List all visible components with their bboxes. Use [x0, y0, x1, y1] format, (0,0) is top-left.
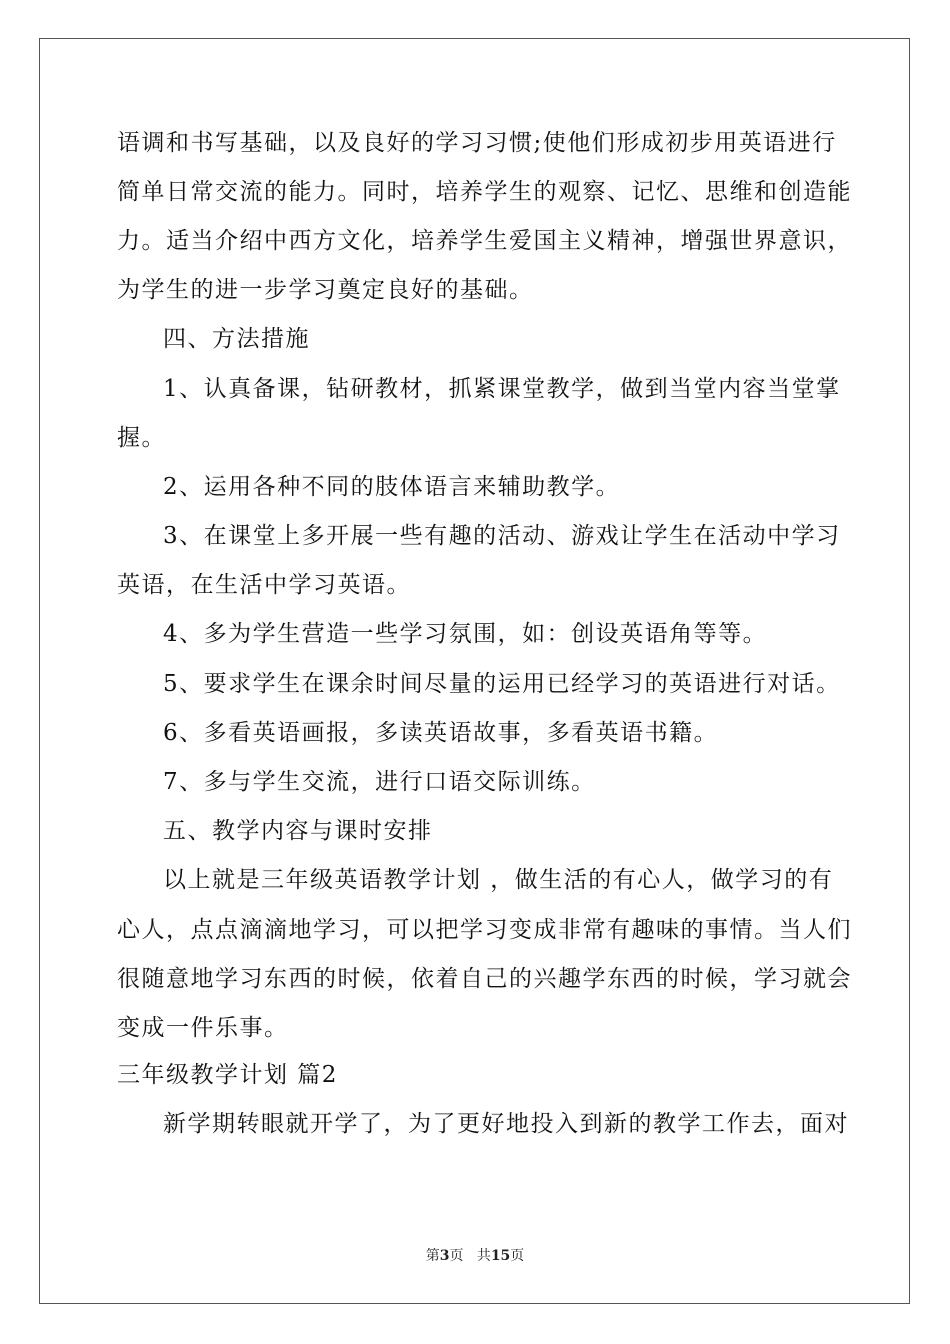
- text-line: 心人，点点滴滴地学习，可以把学习变成非常有趣味的事情。当人们: [117, 917, 852, 943]
- section-heading: 五、教学内容与课时安排: [163, 818, 433, 844]
- footer-total-suffix: 页: [510, 1248, 525, 1264]
- page-footer: [0, 1247, 950, 1265]
- footer-page-suffix: 页: [449, 1248, 464, 1264]
- article-title: 三年级教学计划 篇2: [117, 1062, 338, 1088]
- text-line: 为学生的进一步学习奠定良好的基础。: [117, 277, 534, 303]
- text-line: 以上就是三年级英语教学计划 ，做生活的有心人，做学习的有: [163, 867, 834, 893]
- list-item: 4、多为学生营造一些学习氛围，如：创设英语角等等。: [163, 621, 768, 647]
- text-line: 变成一件乐事。: [117, 1015, 289, 1041]
- text-line: 很随意地学习东西的时候，依着自己的兴趣学东西的时候，学习就会: [117, 966, 852, 992]
- footer-total-pages: 15: [490, 1248, 511, 1264]
- text-line: 握。: [117, 425, 166, 451]
- footer-prefix: 第: [425, 1248, 440, 1264]
- list-item: 3、在课堂上多开展一些有趣的活动、游戏让学生在活动中学习: [163, 523, 841, 549]
- text-line: 简单日常交流的能力。同时，培养学生的观察、记忆、思维和创造能: [117, 179, 852, 205]
- text-line: 新学期转眼就开学了，为了更好地投入到新的教学工作去，面对: [163, 1111, 849, 1137]
- text-line: 英语，在生活中学习英语。: [117, 572, 411, 598]
- list-item: 6、多看英语画报，多读英语故事，多看英语书籍。: [163, 720, 719, 746]
- list-item: 7、多与学生交流，进行口语交际训练。: [163, 769, 596, 795]
- text-line: 力。适当介绍中西方文化，培养学生爱国主义精神，增强世界意识，: [117, 228, 852, 254]
- list-item: 1、认真备课，钻研教材，抓紧课堂教学，做到当堂内容当堂掌: [163, 376, 841, 402]
- list-item: 5、要求学生在课余时间尽量的运用已经学习的英语进行对话。: [163, 671, 841, 697]
- list-item: 2、运用各种不同的肢体语言来辅助教学。: [163, 474, 621, 500]
- footer-page-number: 3: [439, 1248, 450, 1264]
- footer-total-prefix: 共: [476, 1248, 491, 1264]
- section-heading: 四、方法措施: [163, 326, 310, 352]
- text-line: 语调和书写基础，以及良好的学习习惯;使他们形成初步用英语进行: [117, 130, 837, 156]
